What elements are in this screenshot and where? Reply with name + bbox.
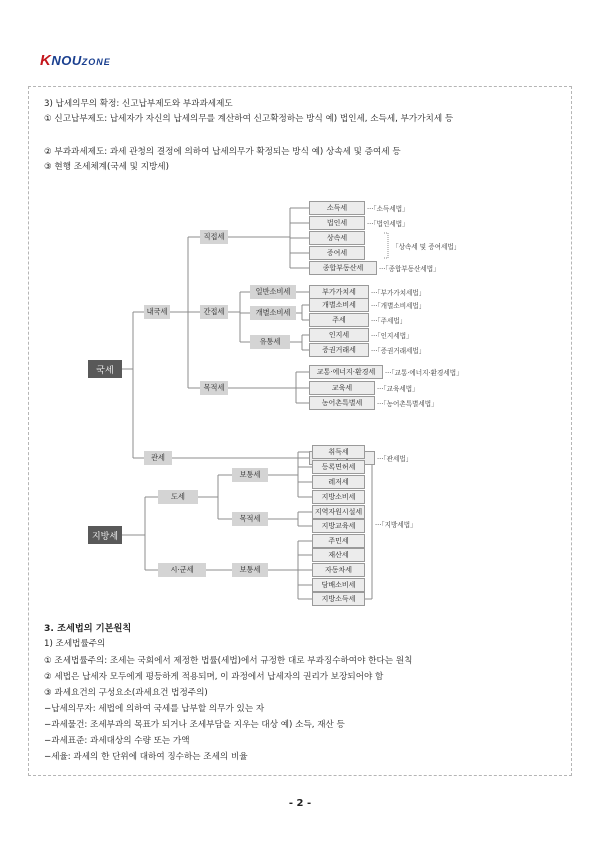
province-ordinary-tax-box: 보통세 (232, 468, 268, 482)
leaf-local-education-tax: 지방교육세 (312, 519, 365, 533)
leaf-rural-special-tax: 농어촌특별세 (309, 396, 375, 410)
leaf-tobacco-consumption-tax: 담배소비세 (312, 578, 365, 592)
law-education: ···「교육세법」 (377, 385, 419, 393)
city-ordinary-tax-box: 보통세 (232, 563, 268, 577)
leaf-education-tax: 교육세 (309, 381, 375, 395)
general-consumption-box: 일반소비세 (250, 285, 296, 299)
logo-k: K (40, 52, 52, 69)
leaf-automobile-tax: 자동차세 (312, 563, 365, 577)
internal-tax-box: 내국세 (144, 305, 170, 319)
indirect-tax-box: 간접세 (200, 305, 228, 319)
principle-line-3: ③ 과세요건의 구성요소(과세요건 법정주의) (44, 688, 208, 698)
section-line-1: 3) 납세의무의 확정: 신고납부제도와 부과과세제도 (44, 99, 233, 109)
section-line-3: ② 부과과세제도: 과세 관청의 결정에 의하여 납세의무가 확정되는 방식 예) 상속세 및 증여세 등 (44, 147, 401, 157)
section-line-4: ③ 현행 조세체계(국세 및 지방세) (44, 162, 169, 172)
leaf-registration-license-tax: 등록면허세 (312, 460, 365, 474)
direct-tax-box: 직접세 (200, 230, 228, 244)
logo-zone: ZONE (81, 57, 111, 67)
distribution-tax-box: 유통세 (250, 335, 290, 349)
law-customs: ···「관세법」 (377, 455, 413, 463)
leaf-liquor-tax: 주세 (309, 313, 369, 327)
section-line-2: ① 신고납부제도: 납세자가 자신의 납세의무를 계산하여 신고확정하는 방식 예) 법인세, 소득세, 부가가치세 등 (44, 114, 454, 124)
leaf-regional-resource-facility-tax: 지역자원시설세 (312, 505, 365, 519)
local-tax-box: 지방세 (88, 526, 122, 544)
leaf-gift-tax: 증여세 (309, 246, 365, 260)
element-tax-rate: −세율: 과세의 한 단위에 대하여 징수하는 조세의 비율 (44, 752, 248, 762)
logo-nou: NOU (51, 53, 82, 68)
principle-line-2: ② 세법은 납세자 모두에게 평등하게 적용되며, 이 과정에서 납세자의 권리가 보장되어야 함 (44, 672, 384, 682)
leaf-stamp-tax: 인지세 (309, 328, 369, 342)
leaf-vat: 부가가치세 (309, 285, 369, 299)
individual-consumption-box: 개별소비세 (250, 306, 296, 320)
leaf-resident-tax: 주민세 (312, 534, 365, 548)
law-securities: ···「증권거래세법」 (371, 347, 426, 355)
leaf-individual-consumption-tax: 개별소비세 (309, 298, 369, 312)
element-tax-base: −과세표준: 과세대상의 수량 또는 가액 (44, 736, 190, 746)
leaf-transport-energy-env-tax: 교통·에너지·환경세 (309, 365, 383, 379)
law-transport-energy-env: ···「교통·에너지·환경세법」 (385, 369, 463, 377)
law-local-tax: ···「지방세법」 (375, 521, 417, 529)
province-tax-box: 도세 (158, 490, 198, 504)
law-inheritance-gift: 「상속세 및 증여세법」 (392, 243, 461, 251)
leaf-local-income-tax: 지방소득세 (312, 592, 365, 606)
law-individual-consumption: ···「개별소비세법」 (371, 302, 426, 310)
law-vat: ···「부가가치세법」 (371, 289, 426, 297)
law-comprehensive-real-estate: ···「종합부동산세법」 (379, 265, 440, 273)
leaf-leisure-tax: 레저세 (312, 475, 365, 489)
law-corporate: ···「법인세법」 (367, 220, 409, 228)
leaf-acquisition-tax: 취득세 (312, 445, 365, 459)
principle-line-1: ① 조세법률주의: 조세는 국회에서 제정한 법률(세법)에서 규정한 대로 부과징수하여야 한다는 원칙 (44, 656, 413, 666)
city-county-tax-box: 시·군세 (158, 563, 206, 577)
national-tax-box: 국세 (88, 360, 122, 378)
leaf-property-tax: 재산세 (312, 548, 365, 562)
leaf-inheritance-tax: 상속세 (309, 231, 365, 245)
element-tax-object: −과세물건: 조세부과의 목표가 되거나 조세부담을 지우는 대상 예) 소득, 재산 등 (44, 720, 345, 730)
element-taxpayer: −납세의무자: 세법에 의하여 국세를 납부할 의무가 있는 자 (44, 704, 265, 714)
customs-category-box: 관세 (144, 451, 172, 465)
leaf-corporate-tax: 법인세 (309, 216, 365, 230)
law-income: ···「소득세법」 (367, 205, 409, 213)
leaf-securities-transaction-tax: 증권거래세 (309, 343, 369, 357)
leaf-local-consumption-tax: 지방소비세 (312, 490, 365, 504)
law-stamp: ···「인지세법」 (371, 332, 413, 340)
section-heading-principles: 3. 조세법의 기본원칙 (44, 623, 132, 634)
sub-heading-legality: 1) 조세법률주의 (44, 639, 106, 649)
page-number: - 2 - (288, 798, 312, 809)
earmarked-tax-box: 목적세 (200, 381, 228, 395)
law-rural-special: ···「농어촌특별세법」 (377, 400, 438, 408)
province-earmarked-tax-box: 목적세 (232, 512, 268, 526)
law-liquor: ···「주세법」 (371, 317, 407, 325)
leaf-comprehensive-real-estate-tax: 종합부동산세 (309, 261, 377, 275)
leaf-income-tax: 소득세 (309, 201, 365, 215)
